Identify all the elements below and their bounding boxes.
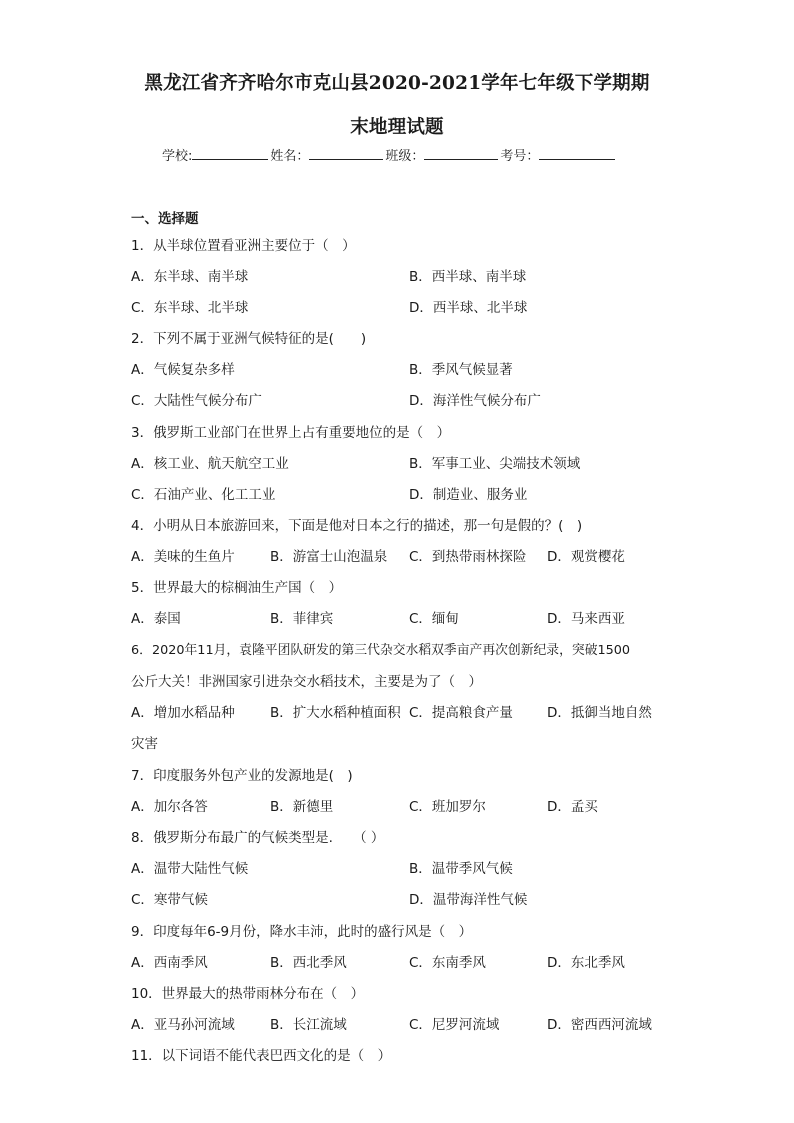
option-b: B．菲律宾: [270, 611, 334, 627]
option-d: D．观赏樱花: [547, 549, 625, 565]
exam-no-label: 考号：: [500, 149, 540, 164]
question-stem: 2．下列不属于亚洲气候特征的是( ): [131, 331, 367, 347]
exam-no-blank[interactable]: [539, 147, 615, 160]
question-stem: 11．以下词语不能代表巴西文化的是（ ）: [131, 1048, 392, 1064]
option-b: B．西北季风: [270, 955, 347, 971]
question-stem: 6．2020年11月，袁隆平团队研发的第三代杂交水稻双季亩产再次创新纪录，突破1500: [131, 643, 631, 658]
school-blank[interactable]: [192, 147, 268, 160]
option-b: B．扩大水稻种植面积: [270, 705, 401, 721]
option-c: C．提高粮食产量: [409, 705, 513, 721]
option-b: B．温带季风气候: [409, 861, 513, 877]
option-d: D．温带海洋性气候: [409, 892, 528, 908]
option-a: A．增加水稻品种: [131, 705, 235, 721]
school-label: 学校:: [162, 149, 193, 164]
question-stem: 8．俄罗斯分布最广的气候类型是. （ ）: [131, 830, 385, 846]
option-a: A．温带大陆性气候: [131, 861, 249, 877]
question-stem-continued: 公斤大关！非洲国家引进杂交水稻技术，主要是为了（ ）: [131, 674, 482, 690]
question-stem: 3．俄罗斯工业部门在世界上占有重要地位的是（ ）: [131, 425, 451, 441]
option-d: D．海洋性气候分布广: [409, 393, 541, 409]
option-a: A．美味的生鱼片: [131, 549, 235, 565]
question-stem: 7．印度服务外包产业的发源地是( ): [131, 768, 353, 784]
option-d: D．密西西河流域: [547, 1017, 652, 1033]
name-blank[interactable]: [309, 147, 383, 160]
option-b: B．新德里: [270, 799, 334, 815]
option-a: A．气候复杂多样: [131, 362, 235, 378]
option-d: D．马来西亚: [547, 611, 625, 627]
option-a: A．泰国: [131, 611, 181, 627]
option-a: A．西南季风: [131, 955, 208, 971]
student-info-row: [162, 145, 617, 164]
name-label: 姓名：: [270, 149, 310, 164]
option-a: A．加尔各答: [131, 799, 208, 815]
option-c: C．东半球、北半球: [131, 300, 249, 316]
option-b: B．季风气候显著: [409, 362, 513, 378]
class-blank[interactable]: [424, 147, 498, 160]
option-d: D．西半球、北半球: [409, 300, 528, 316]
option-a: A．亚马孙河流域: [131, 1017, 235, 1033]
option-c: C．寒带气候: [131, 892, 208, 908]
option-a: A．核工业、航天航空工业: [131, 456, 289, 472]
question-stem: 10．世界最大的热带雨林分布在（ ）: [131, 986, 365, 1002]
option-b: B．西半球、南半球: [409, 269, 527, 285]
option-c: C．东南季风: [409, 955, 486, 971]
option-c: C．尼罗河流域: [409, 1017, 500, 1033]
option-c: C．缅甸: [409, 611, 459, 627]
option-d: D．抵御当地自然: [547, 705, 652, 721]
option-a: A．东半球、南半球: [131, 269, 249, 285]
question-stem: 4．小明从日本旅游回来，下面是他对日本之行的描述，那一句是假的？( ): [131, 518, 583, 534]
option-d: D．孟买: [547, 799, 598, 815]
option-c: C．到热带雨林探险: [409, 549, 527, 565]
section-heading: 一、选择题: [131, 211, 199, 227]
question-stem: 5．世界最大的棕榈油生产国（ ）: [131, 580, 343, 596]
exam-title-line-1: 黑龙江省齐齐哈尔市克山县2020-2021学年七年级下学期期: [144, 73, 650, 94]
class-label: 班级：: [385, 149, 425, 164]
option-c: C．大陆性气候分布广: [131, 393, 262, 409]
exam-title-line-2: 末地理试题: [350, 117, 444, 138]
question-stem: 9．印度每年6-9月份，降水丰沛，此时的盛行风是（ ）: [131, 924, 473, 940]
option-c: C．班加罗尔: [409, 799, 486, 815]
option-d-wrap: 灾害: [131, 736, 158, 752]
option-b: B．长江流域: [270, 1017, 347, 1033]
option-c: C．石油产业、化工工业: [131, 487, 276, 503]
option-d: D．东北季风: [547, 955, 625, 971]
option-d: D．制造业、服务业: [409, 487, 528, 503]
option-b: B．军事工业、尖端技术领域: [409, 456, 581, 472]
option-b: B．游富士山泡温泉: [270, 549, 388, 565]
question-stem: 1．从半球位置看亚洲主要位于（ ）: [131, 238, 356, 254]
